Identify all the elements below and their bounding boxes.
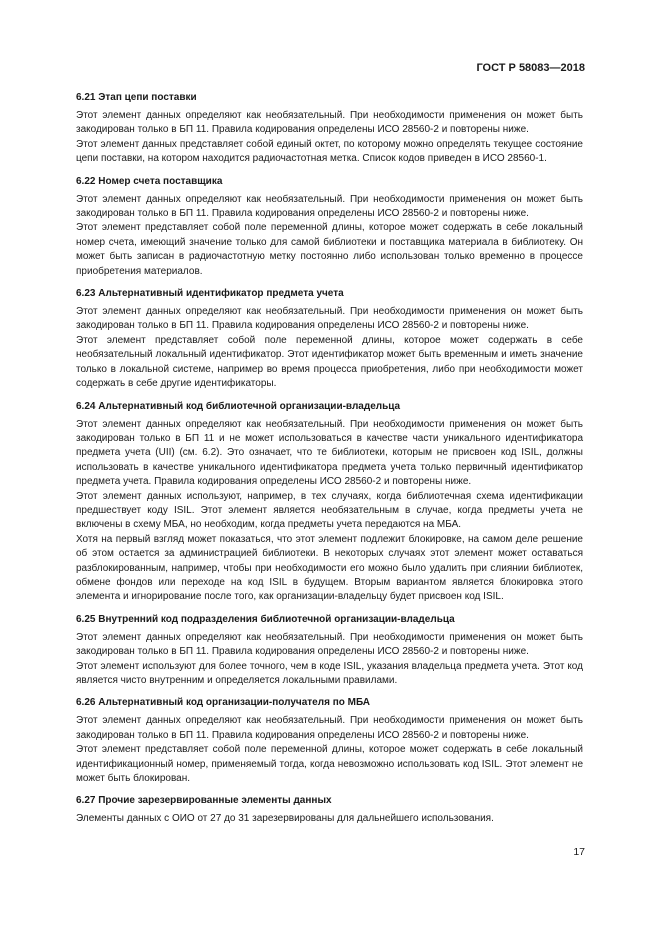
section-heading: 6.25 Внутренний код подразделения библиотечной организации-владельца <box>76 613 455 625</box>
section-heading: 6.27 Прочие зарезервированные элементы данных <box>76 795 332 807</box>
section-heading: 6.21 Этап цепи поставки <box>76 92 197 103</box>
section-heading: 6.22 Номер счета поставщика <box>76 175 223 187</box>
paragraph: Этот элемент данных определяют как необязательный. При необходимости применения он может быть закодирован только в БП 11. Правила кодирования определены ИСО 28560-2 и повторены ниже. <box>76 193 583 220</box>
page-number: 17 <box>573 846 585 858</box>
section-heading: 6.26 Альтернативный код организации-получателя по МБА <box>76 697 370 709</box>
section <box>76 175 583 279</box>
paragraph: Этот элемент данных определяют как необязательный. При необходимости применения он может быть закодирован только в БП 11. Правила кодирования определены ИСО 28560-2 и повторены ниже. <box>76 306 583 332</box>
document-id: ГОСТ Р 58083—2018 <box>476 62 585 74</box>
section <box>76 794 583 826</box>
document-body <box>76 91 583 835</box>
section-heading: 6.23 Альтернативный идентификатор предмета учета <box>76 288 344 300</box>
paragraph: Хотя на первый взгляд может показаться, что этот элемент подлежит блокировке, на самом деле решение об этом остается за администрацией библиотеки. В некоторых случаях этот элемент может оставаться разблокированным, например, чтобы при необходимости его можно было удалить при слиянии библиотек, обмене фондов или переходе на код ISIL в будущем. Вторым вариантом является блокировка этого элемента и игнорирование после того, как организации-владельцу будет присвоен код ISIL. <box>76 533 583 603</box>
section <box>76 287 583 391</box>
paragraph: Этот элемент представляет собой поле переменной длины, которое может содержать в себе локальный номер счета, имеющий значение только для самой библиотеки и поставщика материала в библиотеку. Он может быть записан в радиочастотную метку постоянно либо использован только временно в процессе приобретения материалов. <box>76 222 583 277</box>
paragraph: Этот элемент данных определяют как необязательный. При необходимости применения он может быть закодирован только в БП 11. Правила кодирования определены ИСО 28560-2 и повторены ниже. <box>76 715 583 741</box>
paragraph: Этот элемент данных определяют как необязательный. При необходимости применения он может быть закодирован только в БП 11. Правила кодирования определены ИСО 28560-2 и повторены ниже. <box>76 631 583 658</box>
paragraph: Этот элемент данных представляет собой единый октет, по которому можно определять текущее состояние цепи поставки, на котором находится радиочастотная метка. Список кодов приведен в ИСО 28560-1. <box>76 138 583 165</box>
section <box>76 696 583 786</box>
paragraph: Этот элемент используют для более точного, чем в коде ISIL, указания владельца предмета учета. Этот код является чисто внутренним и определяется локальными правилами. <box>76 660 583 686</box>
paragraph: Этот элемент представляет собой поле переменной длины, которое может содержать в себе локальный идентификационный номер, применяемый тогда, когда невозможно использовать код ISIL. Этот элемент не может быть блокирован. <box>76 744 583 785</box>
paragraph: Элементы данных с ОИО от 27 до 31 зарезервированы для дальнейшего использования. <box>76 813 494 825</box>
paragraph: Этот элемент данных определяют как необязательный. При необходимости применения он может быть закодирован только в БП 11 и не может использоваться в качестве части уникального идентификатора предмета учета (UII) (см. 6.2). Это означает, что те библиотеки, которым не присвоен код ISIL, должны использовать в качестве уникального идентификатора предмета учета только первичный идентификатор предмета учета. Правила кодирования определены ИСО 28560-2 и повторены ниже. <box>76 418 583 488</box>
paragraph: Этот элемент представляет собой поле переменной длины, которое может содержать в себе необязательный локальный идентификатор. Этот идентификатор может быть временным и иметь значение только в локальной системе, например во время процесса приобретения, либо при необходимости может содержать в себе другие идентификаторы. <box>76 334 583 390</box>
paragraph: Этот элемент данных используют, например, в тех случаях, когда библиотечная схема идентификации предшествует коду ISIL. Этот элемент является необязательным в случае, когда предметы учета не включены в схему МБА, но необходим, когда предметы учета передаются на МБА. <box>76 490 583 531</box>
paragraph: Этот элемент данных определяют как необязательный. При необходимости применения он может быть закодирован только в БП 11. Правила кодирования определены ИСО 28560-2 и повторены ниже. <box>76 110 583 136</box>
section <box>76 400 583 605</box>
section <box>76 613 583 689</box>
section-heading: 6.24 Альтернативный код библиотечной организации-владельца <box>76 400 401 412</box>
section <box>76 91 583 167</box>
